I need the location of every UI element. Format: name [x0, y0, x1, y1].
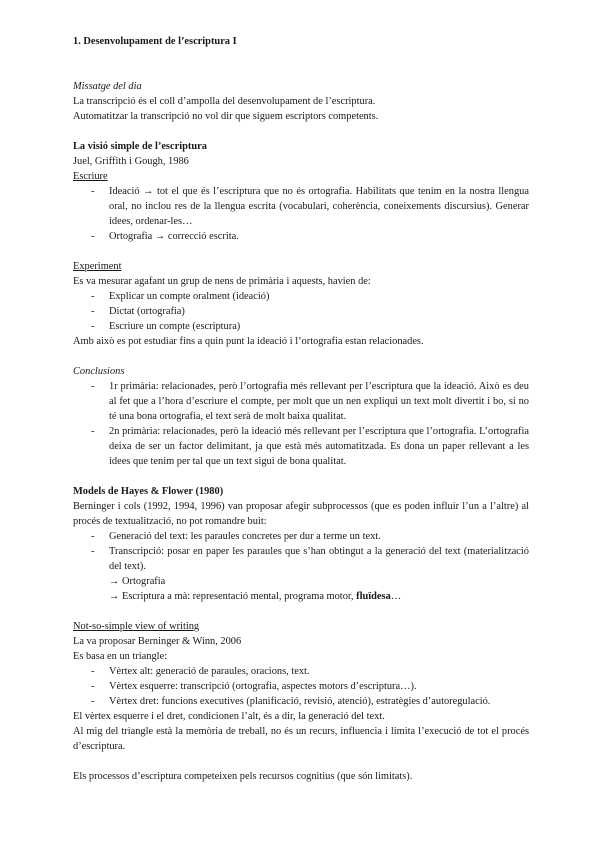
- notsimple-list: [73, 664, 529, 709]
- experiment-label: Experiment: [73, 261, 122, 272]
- list-item: - Ideació → tot el que és l’escriptura que no és ortografia. Habilitats que tenim en la nostra llengua oral, no inclou res de la llengua escrita (vocabulari, coherència, coneixements discursius). Generar idees, ordenar-les…: [73, 184, 529, 229]
- experiment-intro: Es va mesurar agafant un grup de nens de primària i aquests, havien de:: [73, 276, 371, 287]
- experiment-outro: Amb això es pot estudiar fins a quin punt la ideació i l’ortografia estan relacionades.: [73, 336, 424, 347]
- escriure-label: Escriure: [73, 171, 108, 182]
- list-item: - 2n primària: relacionades, però la ideació més rellevant per l’escriptura que l’ortografia. L’ortografia deixa de ser un factor delimitant, ja que està més automatitzada. Es dona un paper rellevant a les idees que tenim per tal que un text sigui de bona qualitat.: [73, 424, 529, 469]
- hayes-sub-escriptura: [73, 589, 529, 604]
- visio-heading: La visió simple de l’escriptura: [73, 141, 207, 152]
- list-item: - Vèrtex esquerre: transcripció (ortografia, aspectes motors d’escriptura…).: [73, 679, 529, 694]
- sub-bold-term: fluïdesa: [356, 591, 391, 602]
- list-item: - Ortografia → correcció escrita.: [73, 229, 529, 244]
- hayes-heading: Models de Hayes & Flower (1980): [73, 486, 224, 497]
- sub-prefix: → Escriptura a mà: representació mental, programa motor,: [109, 591, 357, 602]
- notsimple-intro: Es basa en un triangle:: [73, 651, 168, 662]
- missatge-line: La transcripció és el coll d’ampolla del desenvolupament de l’escriptura.: [73, 96, 376, 107]
- list-item: - Vèrtex alt: generació de paraules, oracions, text.: [73, 664, 529, 679]
- experiment-list: [73, 289, 529, 334]
- notsimple-final: Els processos d’escriptura competeixen pels recursos cognitius (que són limitats).: [73, 771, 413, 782]
- escriure-list: [73, 184, 529, 244]
- list-item: - Generació del text: les paraules concretes per dur a terme un text.: [73, 529, 529, 544]
- document-page: [73, 34, 529, 784]
- missatge-heading: Missatge del dia: [73, 81, 142, 92]
- notsimple-authors: La va proposar Berninger & Winn, 2006: [73, 636, 242, 647]
- list-item: - Dictat (ortografia): [73, 304, 529, 319]
- conclusions-list: [73, 379, 529, 469]
- list-item: - Transcripció: posar en paper les paraules que s’han obtingut a la generació del text (materialització del text).: [73, 544, 529, 574]
- list-item: - 1r primària: relacionades, però l’ortografia més rellevant per l’escriptura que la ideació. Això es deu al fet que a l’hora d’escriure el compte, per molt que un nen expliqui un text molt divertit i bo, si no té una bona ortografia, el text serà de molt baixa qualitat.: [73, 379, 529, 424]
- missatge-line: Automatitzar la transcripció no vol dir que siguem escriptors competents.: [73, 111, 379, 122]
- hayes-sub-ortografia: → Ortografia: [109, 576, 166, 587]
- list-item: - Vèrtex dret: funcions executives (planificació, revisió, atenció), estratègies d’autoregulació.: [73, 694, 529, 709]
- notsimple-line: Al mig del triangle està la memòria de treball, no és un recurs, influencia i limita l’execució de tot el procés d’escriptura.: [73, 726, 529, 752]
- list-item: - Explicar un compte oralment (ideació): [73, 289, 529, 304]
- hayes-intro: Berninger i cols (1992, 1994, 1996) van proposar afegir subprocessos (que es poden influir l’un a l’altre) al procés de textualització, no pot romandre buit:: [73, 501, 529, 527]
- sub-suffix: …: [390, 591, 402, 602]
- hayes-list: [73, 529, 529, 574]
- visio-authors: Juel, Griffith i Gough, 1986: [73, 156, 189, 167]
- notsimple-line: El vèrtex esquerre i el dret, condicionen l’alt, és a dir, la generació del text.: [73, 711, 385, 722]
- document-title: 1. Desenvolupament de l’escriptura I: [73, 36, 237, 47]
- conclusions-label: Conclusions: [73, 366, 125, 377]
- list-item: - Escriure un compte (escriptura): [73, 319, 529, 334]
- notsimple-heading: Not-so-simple view of writing: [73, 621, 200, 632]
